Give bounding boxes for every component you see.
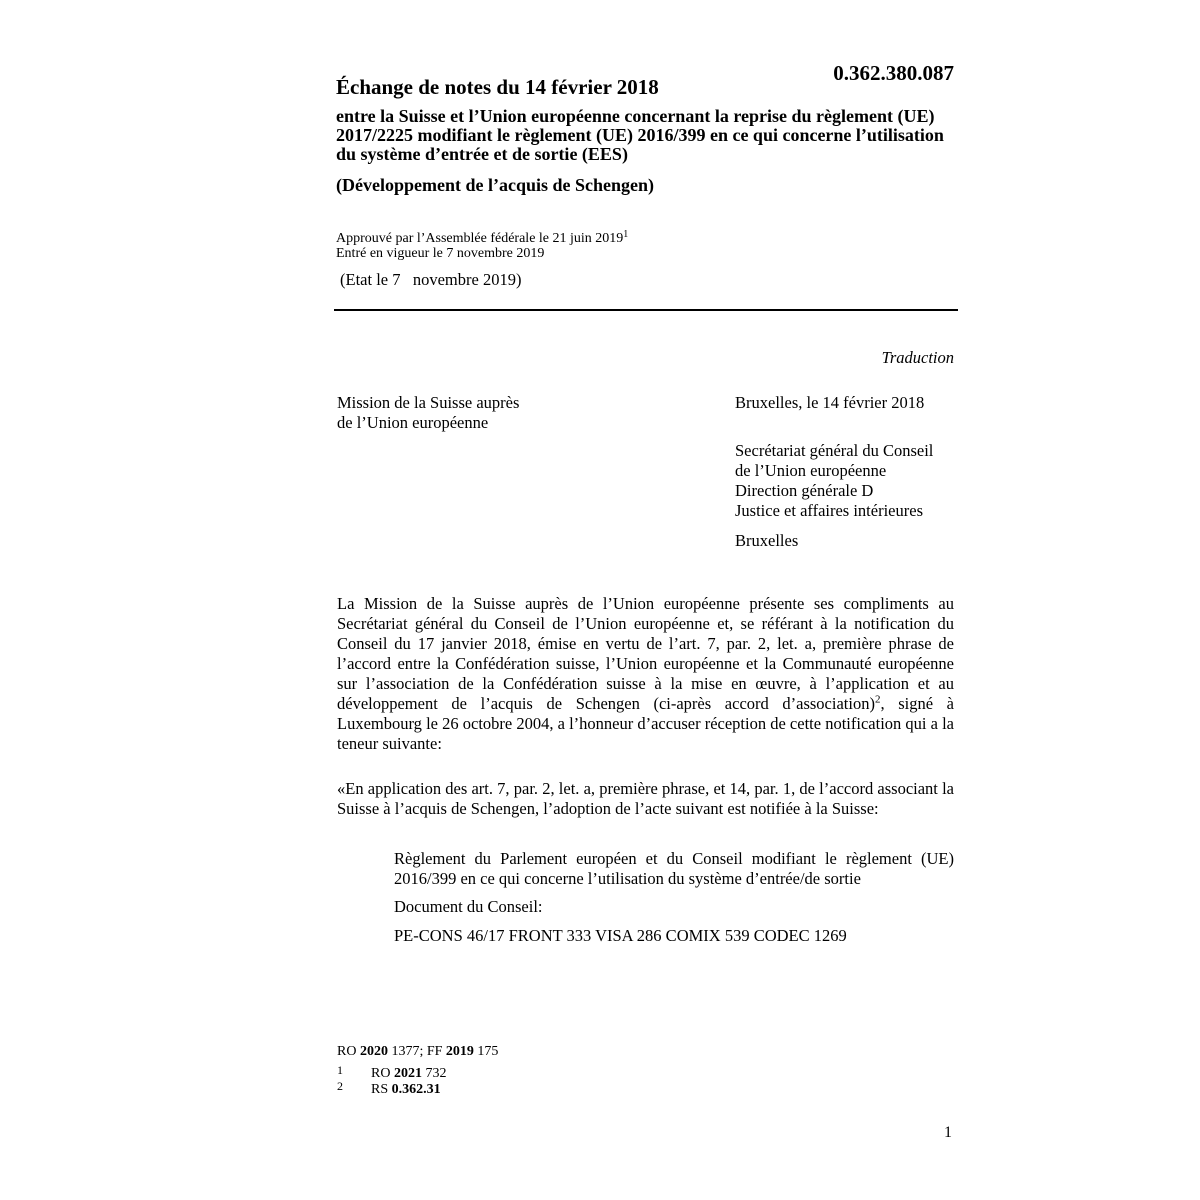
document-subtitle: entre la Suisse et l’Union européenne concernant la reprise du règlement (UE) 2017/2225 modifiant le règlement (UE) 2016/399 en ce qui concerne l’utilisation du système d’entrée et de sortie (EES)	[336, 106, 944, 164]
council-document-label: Document du Conseil:	[394, 897, 543, 916]
approval-text: Approuvé par l’Assemblée fédérale le 21 juin 2019	[336, 231, 624, 246]
ref-text: 1377; FF	[387, 1044, 446, 1059]
entry-into-force: Entré en vigueur le 7 novembre 2019	[336, 246, 545, 261]
ref-text: RO	[337, 1044, 360, 1059]
ref-text: 175	[473, 1044, 499, 1059]
footnote-number: 1	[337, 1063, 343, 1077]
document-title: Échange de notes du 14 février 2018	[336, 75, 659, 99]
ref-bold: 2020	[359, 1044, 388, 1059]
state-date: (Etat le 7 novembre 2019)	[340, 270, 522, 289]
footnote-bold: 0.362.31	[391, 1082, 441, 1097]
footnote-text: 732	[421, 1066, 447, 1081]
council-document-codes: PE-CONS 46/17 FRONT 333 VISA 286 COMIX 539 CODEC 1269	[394, 926, 847, 945]
document-subtitle-development: (Développement de l’acquis de Schengen)	[336, 175, 654, 195]
paragraph-text: La Mission de la Suisse auprès de l’Union européenne présente ses compliments au Secrétariat général du Conseil de l’Union européenne et, se référant à la notification du Conseil du 17 janvier 2018, émise en vertu de l’art. 7, par. 2, let. a, première phrase de l’accord entre la Confédération suisse, l’Union européenne et la Communauté européenne sur l’association de la Confédération suisse à la mise en œuvre, à l’application et au développement de l’acquis de Schengen (ci-après accord d’association)	[337, 594, 954, 713]
recipient-block	[735, 441, 933, 521]
footnote-ref-2[interactable]: 2	[874, 693, 881, 706]
place-date: Bruxelles, le 14 février 2018	[735, 393, 925, 412]
footnote-bold: 2021	[393, 1066, 422, 1081]
recipient-line: de l’Union européenne	[735, 461, 887, 480]
approval-block	[336, 231, 628, 261]
regulation-title: Règlement du Parlement européen et du Conseil modifiant le règlement (UE) 2016/399 en ce qui concerne l’utilisation du système d’entrée/de sortie	[394, 849, 954, 888]
recipient-city: Bruxelles	[735, 531, 799, 550]
sender-line: Mission de la Suisse auprès	[337, 393, 520, 412]
sender-block	[337, 393, 519, 433]
footnote-text: RS	[371, 1082, 392, 1097]
body-paragraph-2: «En application des art. 7, par. 2, let. a, première phrase, et 14, par. 1, de l’accord associant la Suisse à l’acquis de Schengen, l’adoption de l’acte suivant est notifiée à la Suisse:	[337, 779, 954, 818]
document-number: 0.362.380.087	[833, 61, 954, 85]
publication-reference	[337, 1044, 498, 1059]
sender-line: de l’Union européenne	[337, 413, 489, 432]
footnote-ref-1[interactable]: 1	[623, 229, 629, 240]
translation-label: Traduction	[881, 348, 954, 367]
body-paragraph-1	[337, 594, 954, 754]
header-divider	[334, 309, 958, 311]
page-number: 1	[944, 1124, 952, 1141]
recipient-line: Justice et affaires intérieures	[735, 501, 923, 520]
footnote-2	[337, 1079, 441, 1097]
footnote-text: RO	[371, 1066, 394, 1081]
paragraph-text: , signé à Luxembourg le 26 octobre 2004, a l’honneur d’accuser réception de cette notification qui a la teneur suivante:	[337, 694, 954, 753]
ref-bold: 2019	[445, 1044, 474, 1059]
recipient-line: Direction générale D	[735, 481, 874, 500]
footnote-number: 2	[337, 1079, 343, 1093]
approval-date	[336, 231, 628, 246]
recipient-line: Secrétariat général du Conseil	[735, 441, 934, 460]
